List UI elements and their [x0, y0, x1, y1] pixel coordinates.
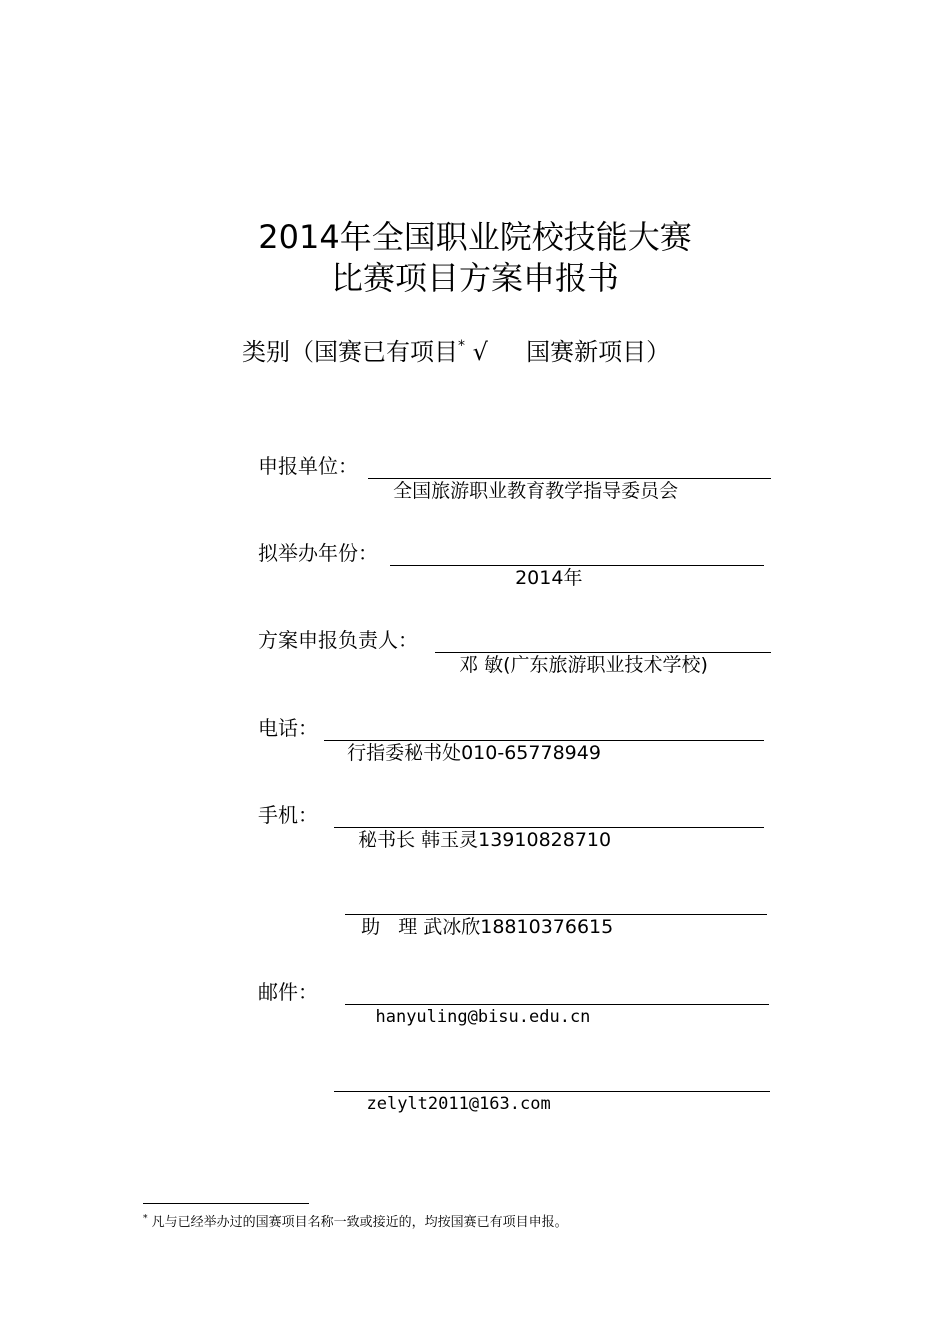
email-value-2: zelylt2011@163.com: [366, 1094, 551, 1114]
unit-field: [368, 452, 771, 502]
email-value-1: hanyuling@bisu.edu.cn: [375, 1007, 591, 1027]
footnote: [143, 1209, 568, 1233]
mobile-value-2: 助 理 武冰欣18810376615: [361, 916, 614, 938]
person-value: 邓 敏(广东旅游职业技术学校): [459, 654, 708, 676]
mobile-label: 手机：: [258, 803, 318, 827]
person-field: [435, 626, 771, 676]
mobile-field-1: [334, 801, 764, 851]
document-title-line1: 2014年全国职业院校技能大赛: [258, 218, 692, 256]
category-line: [242, 329, 670, 369]
email-field-2: [334, 1065, 770, 1114]
footnote-marker-ref: *: [143, 1214, 148, 1224]
year-label: 拟举办年份：: [258, 541, 378, 565]
mobile-field-2: [345, 888, 767, 938]
unit-value: 全国旅游职业教育教学指导委员会: [393, 480, 679, 502]
mobile-value-1: 秘书长 韩玉灵13910828710: [358, 829, 612, 851]
year-field: [390, 539, 764, 589]
footnote-marker: *: [458, 338, 465, 354]
email-field-1: [345, 978, 769, 1027]
footnote-text: 凡与已经举办过的国赛项目名称一致或接近的，均按国赛已有项目申报。: [147, 1215, 568, 1230]
phone-label: 电话：: [258, 716, 318, 740]
person-label: 方案申报负责人：: [258, 628, 418, 652]
category-suffix: 国赛新项目）: [487, 338, 671, 366]
unit-label: 申报单位：: [258, 454, 358, 478]
document-title-line2: 比赛项目方案申报书: [330, 259, 619, 297]
footnote-separator: [143, 1203, 309, 1204]
phone-field: [324, 714, 764, 764]
category-prefix: 类别（国赛已有项目: [242, 338, 458, 366]
email-label: 邮件：: [258, 980, 318, 1004]
checkmark: √: [465, 338, 488, 366]
year-value: 2014年: [515, 567, 583, 589]
phone-value: 行指委秘书处010-65778949: [347, 742, 601, 764]
